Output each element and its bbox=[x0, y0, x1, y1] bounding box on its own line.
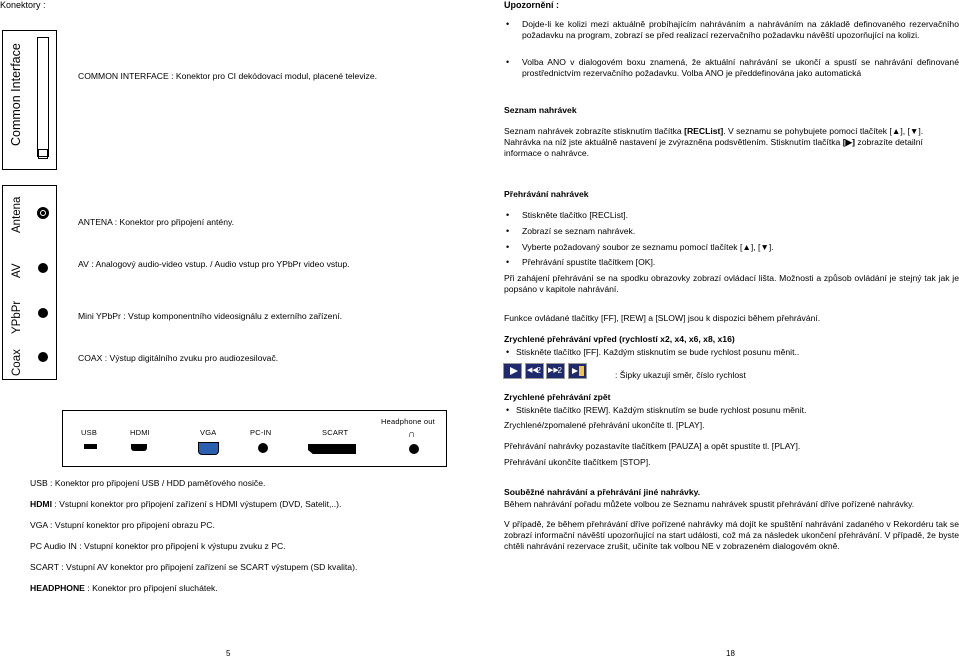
right-page-number: 18 bbox=[726, 649, 735, 658]
antena-description: ANTENA : Konektor pro připojení antény. bbox=[78, 217, 235, 227]
av-description: AV : Analogový audio-video vstup. / Audio vstup pro YPbPr video vstup. bbox=[78, 259, 350, 269]
prehravani-bullet-1: Stiskněte tlačítko [RECList]. bbox=[522, 210, 629, 220]
bullet-icon: • bbox=[506, 257, 510, 267]
seznam-right-key: [▶] bbox=[842, 137, 856, 147]
seznam-text-2: . V seznamu se pohybujete pomocí tlačítek [▲], [▼]. Nahrávka na níž jste aktuálně nastavení je zvýrazněna podsvětlením. Stisknutím tlačítka bbox=[504, 126, 924, 147]
zrychlene-vpred-title: Zrychlené přehrávání vpřed (rychlostí x2, x4, x6, x8, x16) bbox=[504, 334, 735, 344]
headphone-icon: ∩ bbox=[408, 429, 416, 440]
upozorneni-title: Upozornění : bbox=[504, 0, 559, 10]
upozorneni-bullet-2: Volba ANO v dialogovém boxu znamená, že aktuální nahrávání se ukončí a spustí se nahrávání definované prostřednictvím rezervačního požadavku. Volba ANO je předdefinována jako automatická bbox=[522, 57, 959, 78]
zpomalene-paragraph: Zrychlené/zpomalené přehrávání ukončíte tl. [PLAY]. bbox=[504, 420, 705, 430]
ukonceni-paragraph: Přehrávání ukončíte tlačítkem [STOP]. bbox=[504, 457, 651, 467]
zrychlene-vpred-bullet: Stiskněte tlačítko [FF]. Každým stisknutím se bude rychlost posunu měnit.. bbox=[516, 347, 800, 357]
headphone-description-label: HEADPHONE bbox=[30, 583, 85, 593]
prehravani-title: Přehrávání nahrávek bbox=[504, 189, 589, 199]
headphone-description bbox=[30, 583, 218, 594]
vga-port-icon bbox=[198, 442, 219, 455]
seznam-title: Seznam nahrávek bbox=[504, 105, 577, 115]
ci-description: COMMON INTERFACE : Konektor pro CI dekódovací modul, placené televize. bbox=[78, 71, 377, 81]
ypbpr-side-label: YPbPr bbox=[11, 300, 23, 334]
rewind-x2-icon: ◀◀ 2 bbox=[525, 363, 544, 379]
slow-icon bbox=[568, 363, 587, 379]
bullet-icon: • bbox=[506, 19, 510, 29]
pripad-paragraph: V případě, že během přehrávání dříve pořízené nahrávky má dojít ke spuštění nahrávání zadaného v Rekordéru tak se zobrazí informační návěští upozorňující na start události, což má za následek ukončení přehrávání. V případě, že byste chtěli nahrávání rezervace zrušit, učiníte tak volbou NE v zobrazeném dialogovém okně. bbox=[504, 519, 959, 551]
bullet-icon: • bbox=[506, 242, 510, 252]
funkce-paragraph: Funkce ovládané tlačítky [FF], [REW] a [SLOW] jsou k dispozici během přehrávání. bbox=[504, 313, 821, 323]
ci-slot-marker bbox=[38, 149, 48, 159]
scart-port-icon bbox=[308, 444, 356, 454]
play-icon bbox=[503, 363, 522, 379]
soubezne-paragraph: Během nahrávání pořadu můžete volbou ze Seznamu nahrávek spustit přehrávání dříve pořízené nahrávky. bbox=[504, 499, 915, 509]
prehravani-paragraph: Při zahájení přehrávání se na spodku obrazovky zobrazí ovládací lišta. Možnosti a způsob ovládání je stejný tak jak je popsáno v kapitole nahrávání. bbox=[504, 273, 959, 294]
bullet-icon: • bbox=[506, 347, 510, 357]
ypbpr-jack-icon bbox=[38, 308, 48, 318]
usb-label: USB bbox=[81, 428, 98, 437]
hdmi-description-label: HDMI bbox=[30, 499, 52, 509]
usb-description: USB : Konektor pro připojení USB / HDD paměťového nosiče. bbox=[30, 478, 266, 488]
hdmi-description bbox=[30, 499, 341, 510]
icons-caption: : Šipky ukazují směr, číslo rychlost bbox=[615, 370, 746, 380]
seznam-text-3: zobrazíte detailní informace o nahrávce. bbox=[504, 137, 923, 158]
prehravani-bullet-3: Vyberte požadovaný soubor ze seznamu pomocí tlačítek [▲], [▼]. bbox=[522, 242, 774, 252]
hdmi-port-icon bbox=[131, 444, 147, 451]
left-page-number: 5 bbox=[226, 649, 231, 658]
forward-x2-icon: ▶▶ 2 bbox=[546, 363, 565, 379]
rear-connectors-panel bbox=[62, 410, 447, 467]
vga-label: VGA bbox=[200, 428, 217, 437]
seznam-text-1: Seznam nahrávek zobrazíte stisknutím tlačítka bbox=[504, 126, 685, 136]
bullet-icon: • bbox=[506, 405, 510, 415]
scart-label: SCART bbox=[322, 428, 349, 437]
left-title: Konektory : bbox=[0, 0, 46, 10]
antena-side-label: Antena bbox=[11, 196, 23, 233]
ypbpr-description: Mini YPbPr : Vstup komponentního videosignálu z externího zařízení. bbox=[78, 311, 343, 321]
av-jack-icon bbox=[38, 263, 48, 273]
ci-slot bbox=[37, 37, 49, 157]
headphone-jack-icon bbox=[409, 444, 419, 454]
scart-description: SCART : Vstupní AV konektor pro připojení zařízení se SCART výstupem (SD kvalita). bbox=[30, 562, 358, 572]
usb-port-icon bbox=[84, 444, 97, 449]
bullet-icon: • bbox=[506, 226, 510, 236]
headphone-description-text: : Konektor pro připojení sluchátek. bbox=[84, 583, 218, 593]
antenna-jack-icon bbox=[37, 207, 49, 219]
upozorneni-bullet-1: Dojde-li ke kolizi mezi aktuálně probíhajícím nahráváním a nahráváním na základě definovaného rezervačního požadavku na program, zobrazí se před realizací rezervačního požadavku návěští upozorňující na kolizi. bbox=[522, 19, 959, 40]
coax-side-label: Coax bbox=[11, 349, 23, 376]
coax-description: COAX : Výstup digitálního zvuku pro audiozesilovač. bbox=[78, 353, 279, 363]
seznam-reclist: [RECList] bbox=[684, 126, 724, 136]
headphone-label: Headphone out bbox=[381, 417, 435, 426]
pcin-label: PC-IN bbox=[250, 428, 272, 437]
pauza-paragraph: Přehrávání nahrávky pozastavíte tlačítkem [PAUZA] a opět spustíte tl. [PLAY]. bbox=[504, 441, 801, 451]
zrychlene-zpet-bullet: Stiskněte tlačítko [REW]. Každým stisknutím se bude rychlost posunu měnit. bbox=[516, 405, 807, 415]
ci-side-label: Common Interface bbox=[9, 43, 23, 146]
ci-panel bbox=[2, 30, 57, 170]
prehravani-bullet-4: Přehrávání spustíte tlačítkem [OK]. bbox=[522, 257, 656, 267]
coax-jack-icon bbox=[38, 352, 48, 362]
bullet-icon: • bbox=[506, 57, 510, 67]
hdmi-label: HDMI bbox=[130, 428, 150, 437]
forward-speed-number: 2 bbox=[557, 366, 562, 375]
pc-audio-description: PC Audio IN : Vstupní konektor pro připojení k výstupu zvuku z PC. bbox=[30, 541, 286, 551]
seznam-paragraph bbox=[504, 126, 959, 159]
av-side-label: AV bbox=[11, 263, 23, 278]
pcin-jack-icon bbox=[258, 443, 268, 453]
prehravani-bullet-2: Zobrazí se seznam nahrávek. bbox=[522, 226, 636, 236]
soubezne-title: Souběžné nahrávání a přehrávání jiné nahrávky. bbox=[504, 487, 701, 497]
zrychlene-zpet-title: Zrychlené přehrávání zpět bbox=[504, 392, 611, 402]
rewind-speed-number: 2 bbox=[536, 366, 541, 375]
hdmi-description-text: : Vstupní konektor pro připojení zařízení s HDMI výstupem (DVD, Satelit,..). bbox=[51, 499, 342, 509]
bullet-icon: • bbox=[506, 210, 510, 220]
side-connectors-panel bbox=[2, 185, 57, 380]
vga-description: VGA : Vstupní konektor pro připojení obrazu PC. bbox=[30, 520, 215, 530]
